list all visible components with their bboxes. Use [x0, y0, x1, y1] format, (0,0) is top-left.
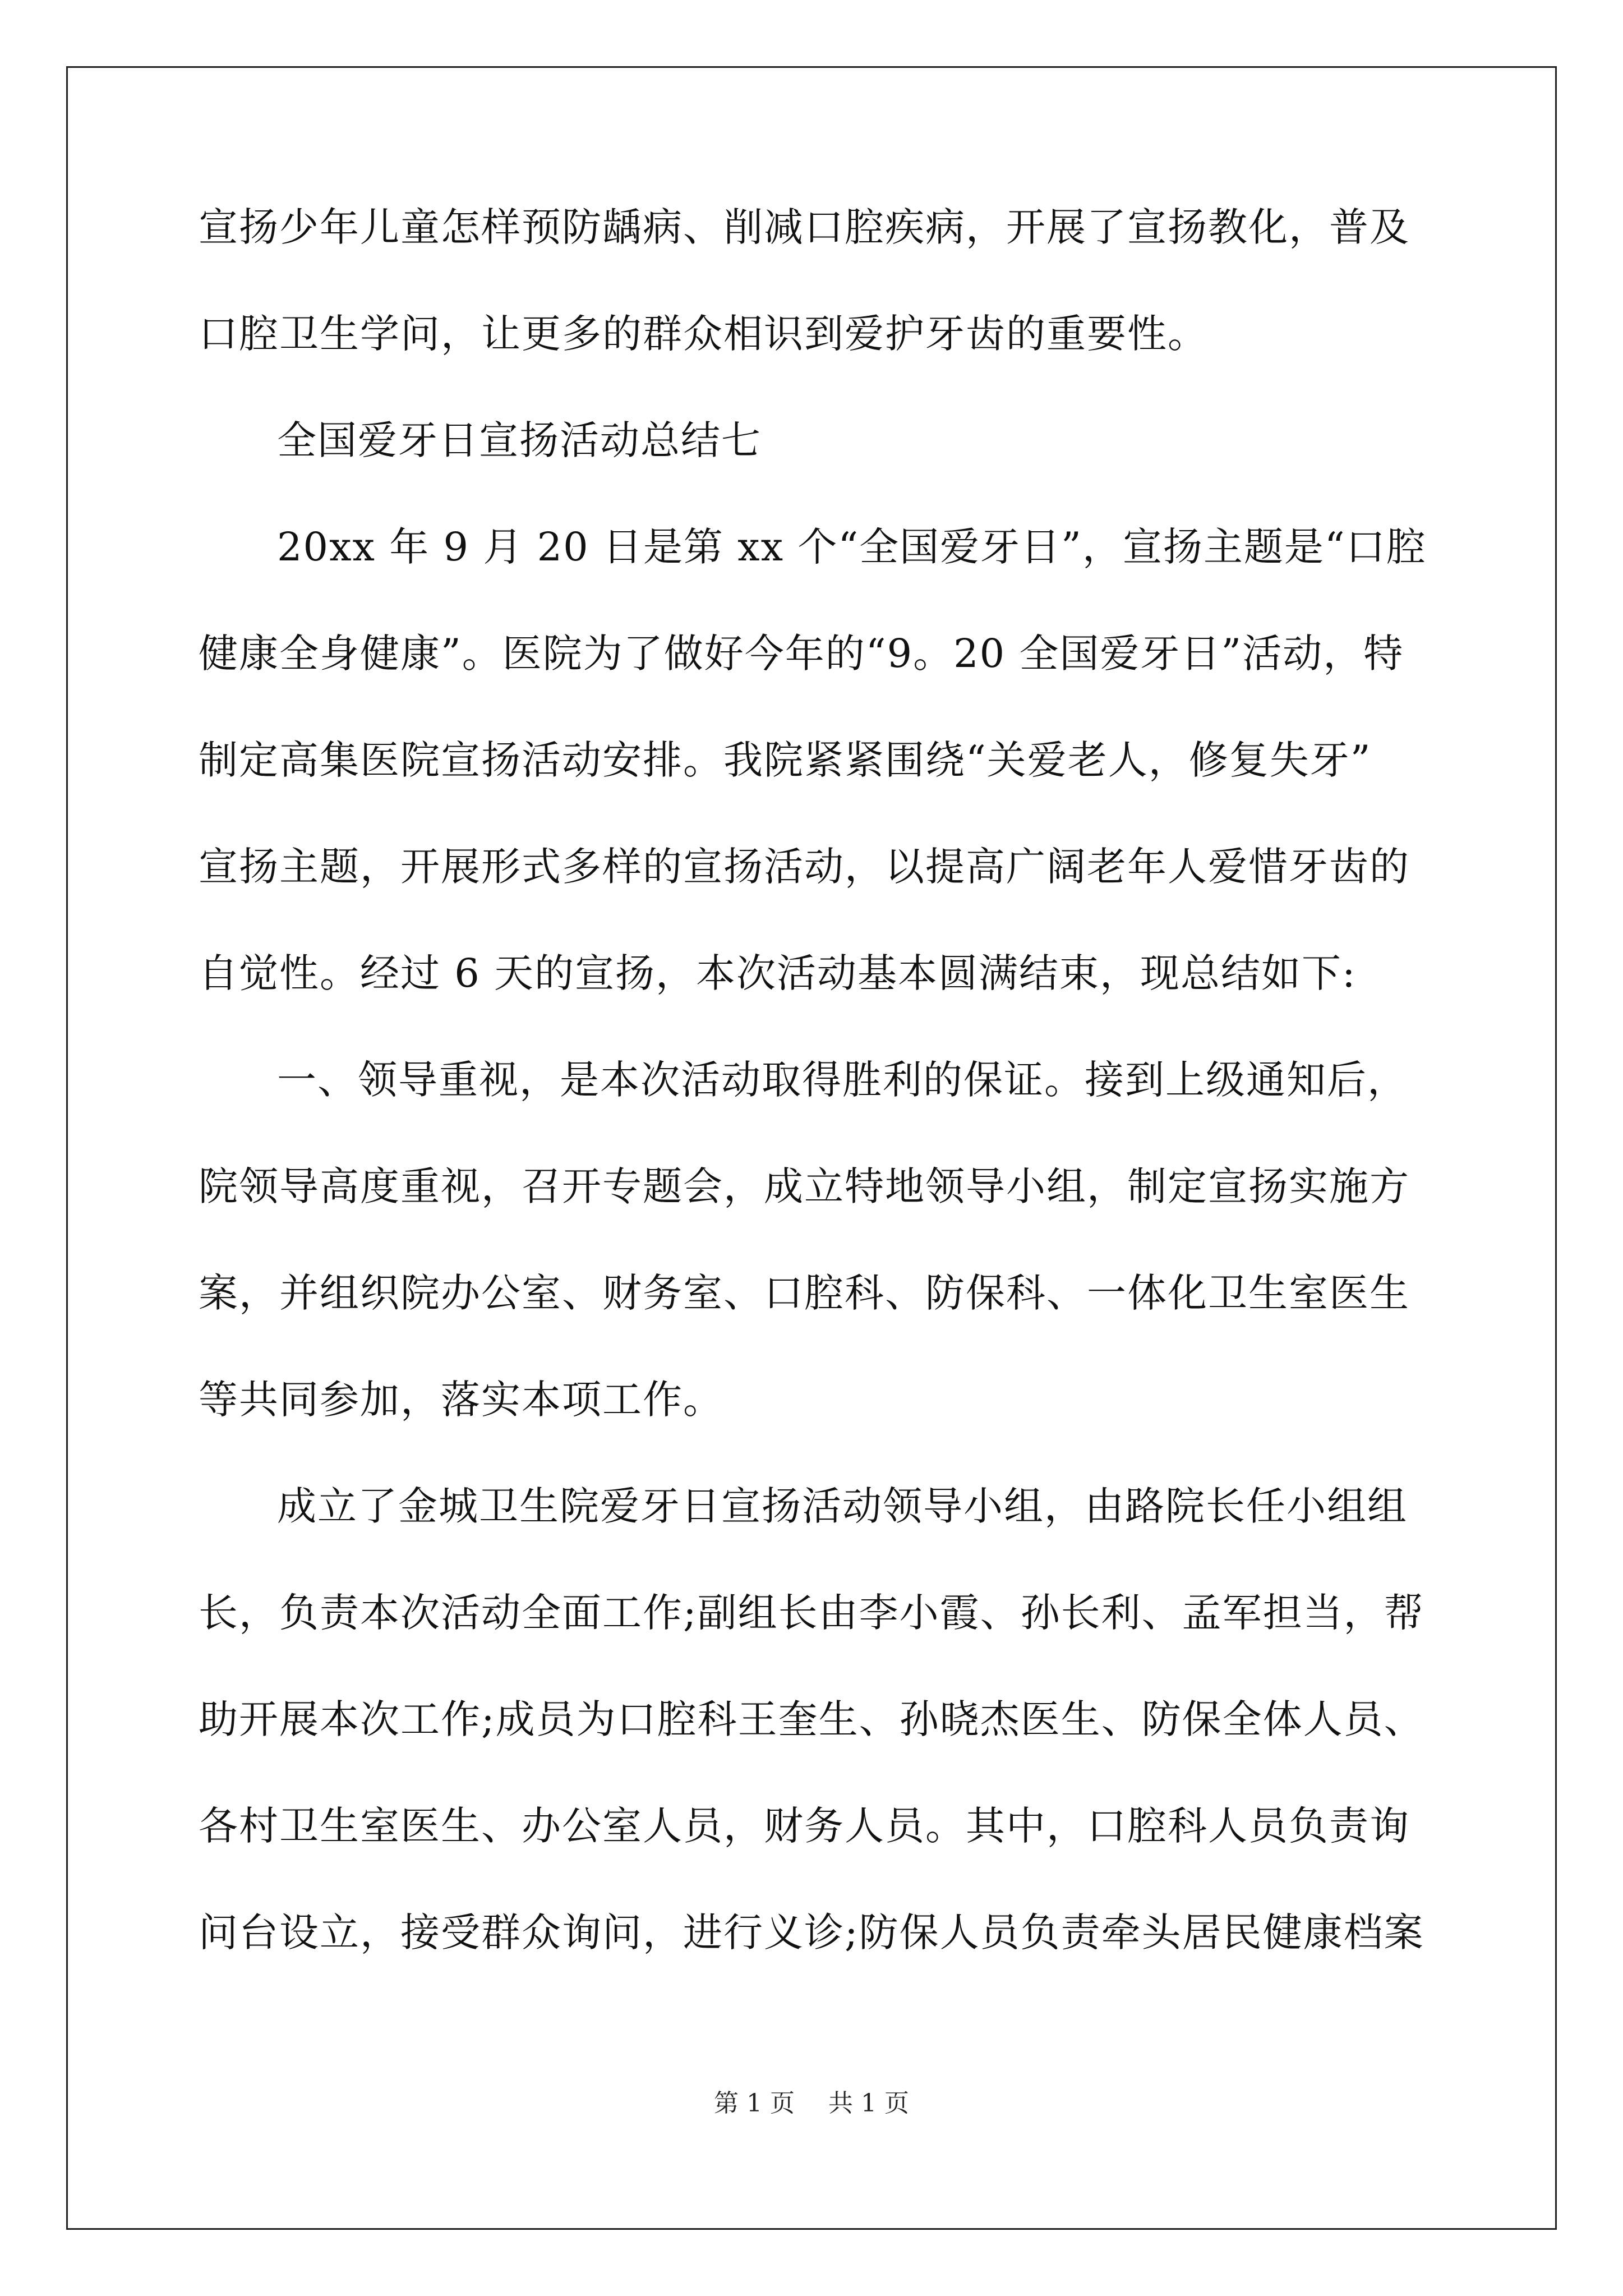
- text-line: 问台设立，接受群众询问，进行义诊;防保人员负责牵头居民健康档案: [199, 1910, 1424, 1955]
- text-line: 长，负责本次活动全面工作;副组长由李小霞、孙长利、孟军担当，帮: [199, 1590, 1424, 1636]
- text-line: 助开展本次工作;成员为口腔科王奎生、孙晓杰医生、防保全体人员、: [199, 1696, 1424, 1742]
- text-line: 各村卫生室医生、办公室人员，财务人员。其中，口腔科人员负责询: [199, 1803, 1410, 1849]
- page-number-total: 共 1 页: [828, 2089, 909, 2118]
- text-line: 口腔卫生学问，让更多的群众相识到爱护牙齿的重要性。: [199, 311, 1208, 357]
- section-heading: 全国爱牙日宣扬活动总结七: [277, 417, 762, 463]
- text-line: 健康全身健康”。医院为了做好今年的“9。20 全国爱牙日”活动，特: [199, 631, 1404, 677]
- text-line: 成立了金城卫生院爱牙日宣扬活动领导小组，由路院长任小组组: [277, 1483, 1408, 1529]
- page-border: [66, 66, 1557, 2230]
- text-line: 一、领导重视，是本次活动取得胜利的保证。接到上级通知后，: [277, 1057, 1408, 1103]
- text-line: 自觉性。经过 6 天的宣扬，本次活动基本圆满结束，现总结如下:: [199, 950, 1357, 996]
- text-line: 院领导高度重视，召开专题会，成立特地领导小组，制定宣扬实施方: [199, 1163, 1410, 1209]
- text-line: 宣扬主题，开展形式多样的宣扬活动，以提高广阔老年人爱惜牙齿的: [199, 844, 1410, 890]
- text-line: 20xx 年 9 月 20 日是第 xx 个“全国爱牙日”，宣扬主题是“口腔: [277, 524, 1427, 570]
- text-line: 宣扬少年儿童怎样预防龋病、削减口腔疾病，开展了宣扬教化，普及: [199, 204, 1410, 250]
- text-line: 等共同参加，落实本项工作。: [199, 1377, 723, 1423]
- text-line: 案，并组织院办公室、财务室、口腔科、防保科、一体化卫生室医生: [199, 1270, 1410, 1316]
- text-line: 制定高集医院宣扬活动安排。我院紧紧围绕“关爱老人，修复失牙”: [199, 737, 1372, 783]
- page-footer: [0, 2087, 1623, 2120]
- page-number-current: 第 1 页: [714, 2089, 795, 2118]
